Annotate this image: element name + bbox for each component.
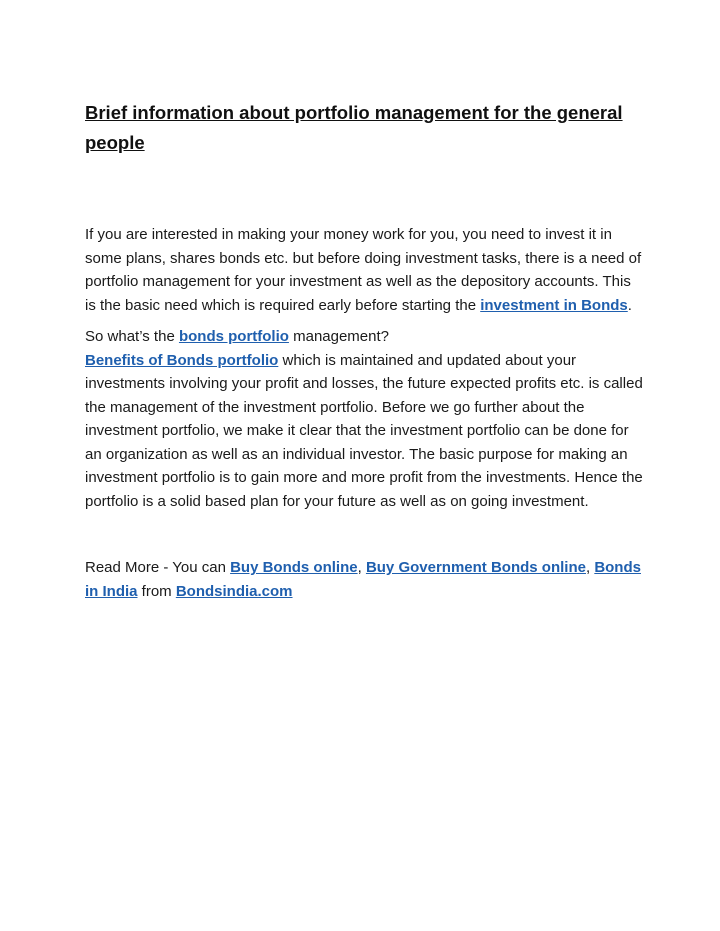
benefits-of-bonds-portfolio-link[interactable]: Benefits of Bonds portfolio xyxy=(85,351,279,369)
read-more-mid: from xyxy=(137,582,176,600)
bonds-in-india-link[interactable]: Bonds in India xyxy=(85,559,641,600)
bondsindia-com-link[interactable]: Bondsindia.com xyxy=(175,582,293,600)
intro-end: . xyxy=(627,296,632,314)
question-before: So what’s the xyxy=(85,328,179,345)
bonds-portfolio-link[interactable]: bonds portfolio xyxy=(178,328,289,345)
benefits-paragraph xyxy=(85,349,645,514)
intro-text: If you are interested in making your money work for you, you need to invest it in some plans, shares bonds etc. but before doing investment tasks, there is a need of portfolio management for your investment as well as the depository accounts. This is the basic need which is required early before starting the xyxy=(85,226,642,314)
question-paragraph xyxy=(85,325,645,349)
read-more-prefix: Read More - You can xyxy=(85,559,231,576)
intro-paragraph xyxy=(85,223,645,317)
document-page xyxy=(85,98,645,603)
buy-government-bonds-online-link[interactable]: Buy Government Bonds online xyxy=(365,559,586,576)
read-more-paragraph xyxy=(85,556,645,603)
read-more-sep1: , xyxy=(357,559,366,576)
document-title: Brief information about portfolio management for the general people xyxy=(85,102,623,153)
question-after: management? xyxy=(288,328,390,345)
investment-in-bonds-link[interactable]: investment in Bonds xyxy=(480,296,628,314)
read-more-sep2: , xyxy=(585,559,595,576)
buy-bonds-online-link[interactable]: Buy Bonds online xyxy=(230,559,358,576)
benefits-text: which is maintained and updated about your investments involving your profit and losses, the future expected profits etc. is called the management of the investment portfolio. Before we go further about the investment portfolio, we make it clear that the investment portfolio can be done for an organization as well as an individual investor. The basic purpose for making an investment portfolio is to gain more and more profit from the investments. Hence the portfolio is a solid based plan for your future as well as on going investment. xyxy=(85,351,643,510)
